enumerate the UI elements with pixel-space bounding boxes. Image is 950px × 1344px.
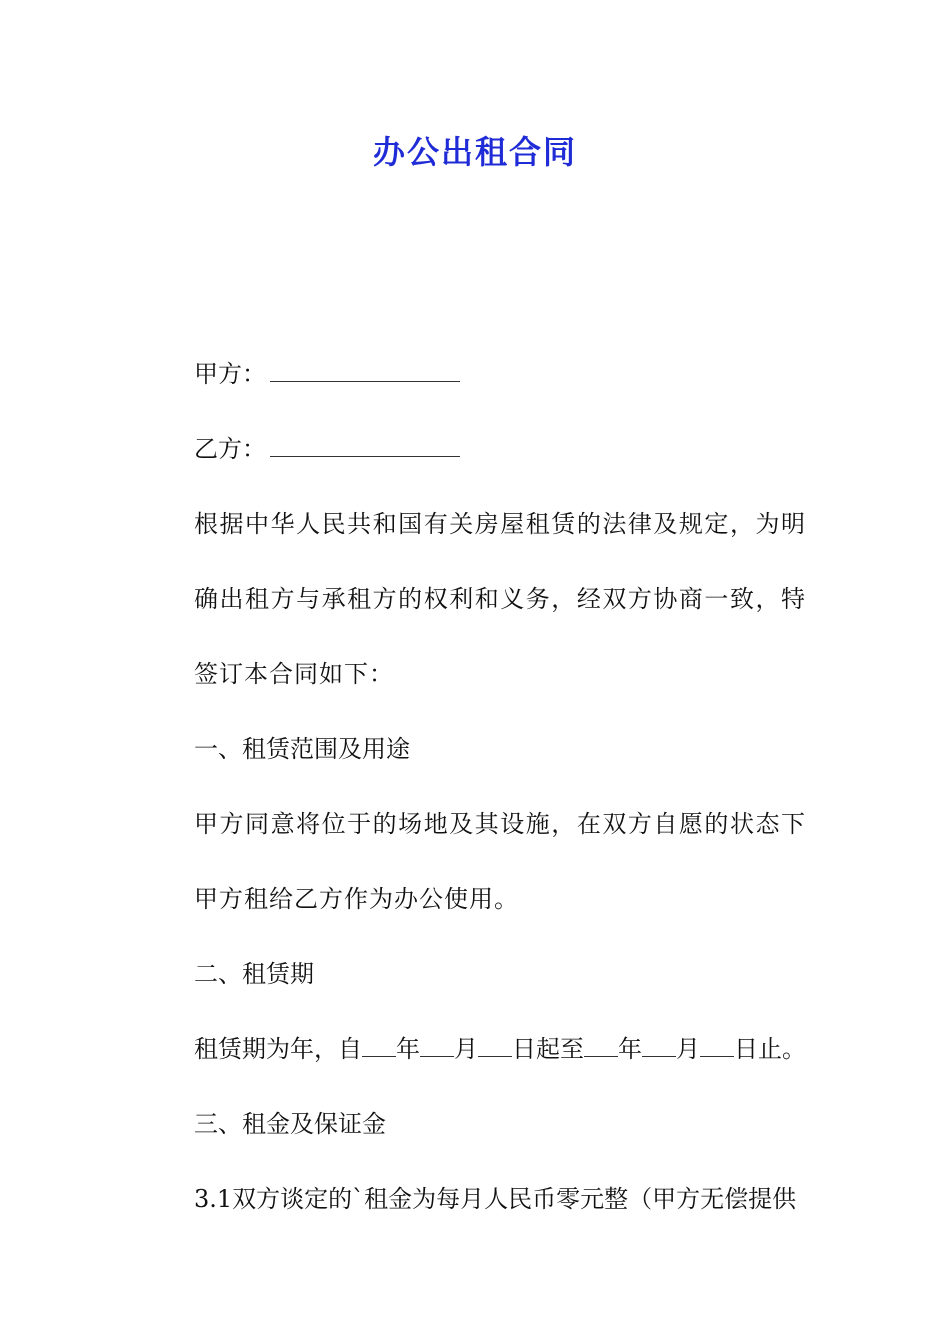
party-b-line — [146, 412, 806, 487]
document-body — [146, 337, 806, 1237]
term-text-6: 月 — [676, 1035, 700, 1063]
section1-body: 甲方同意将位于的场地及其设施，在双方自愿的状态下甲方租给乙方作为办公使用。 — [194, 810, 806, 913]
document-title: 办公出租合同 — [372, 133, 577, 171]
party-a-blank — [270, 361, 460, 382]
section2-heading: 二、租赁期 — [194, 960, 314, 988]
start-day-blank — [478, 1036, 512, 1057]
party-b-blank — [270, 436, 460, 457]
end-day-blank — [700, 1036, 734, 1057]
section3-item1: 3.1双方谈定的`租金为每月人民币零元整（甲方无偿提供 — [194, 1185, 797, 1213]
party-b-label: 乙方： — [194, 435, 266, 463]
intro-paragraph: 根据中华人民共和国有关房屋租赁的法律及规定，为明确出租方与承租方的权利和义务，经双方协商一致，特签订本合同如下： — [194, 510, 806, 688]
end-year-blank — [584, 1036, 618, 1057]
term-text-5: 年 — [618, 1035, 642, 1063]
term-text-3: 月 — [454, 1035, 478, 1063]
end-month-blank — [642, 1036, 676, 1057]
section2-body — [146, 1012, 806, 1087]
party-a-line — [146, 337, 806, 412]
section3-heading: 三、租金及保证金 — [194, 1110, 386, 1138]
start-year-blank — [362, 1036, 396, 1057]
term-text-1: 租赁期为年，自 — [194, 1035, 362, 1063]
section1-heading: 一、租赁范围及用途 — [194, 735, 410, 763]
party-a-label: 甲方： — [194, 360, 266, 388]
term-text-7: 日止。 — [734, 1035, 806, 1063]
start-month-blank — [420, 1036, 454, 1057]
term-text-4: 日起至 — [512, 1035, 584, 1063]
term-text-2: 年 — [396, 1035, 420, 1063]
